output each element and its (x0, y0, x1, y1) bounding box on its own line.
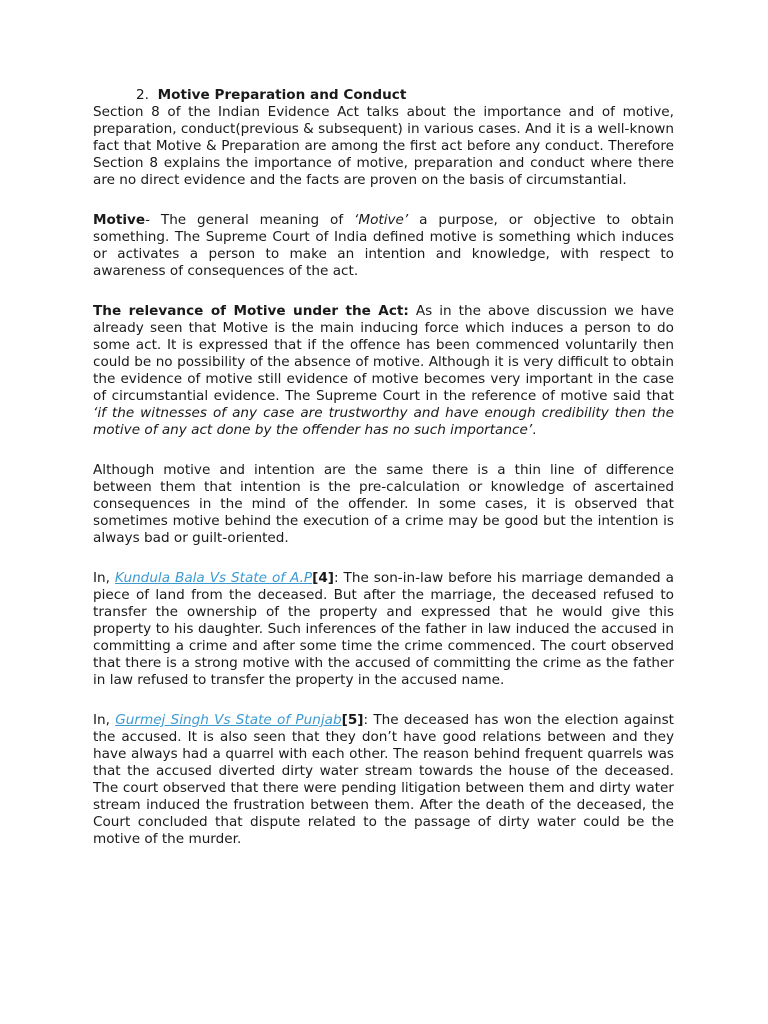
motive-dash: - (145, 212, 151, 228)
case2-prefix: In, (93, 712, 116, 728)
intro-paragraph: Section 8 of the Indian Evidence Act talks about the importance and of motive, preparation, conduct(previous & subsequent) in various cases. And it is a well-known fact that Motive & Preparation are among the first act before any conduct. Therefore Section 8 explains the importance of motive, preparation and conduct where there are no direct evidence and the facts are proven on the basis of circumstantial. (93, 104, 674, 188)
relevance-end: . (532, 422, 537, 438)
motive-term: Motive (93, 212, 146, 228)
section-number: 2. (136, 87, 149, 103)
supreme-court-quote: ‘if the witnesses of any case are trustworthy and have enough credibility then the motive of any act done by the offender has no such importance’ (93, 405, 674, 438)
case-link-kundula-bala[interactable]: Kundula Bala Vs State of A.P (114, 570, 313, 586)
case1-footnote-ref: [4] (312, 570, 335, 586)
document-page (93, 87, 674, 871)
case1-body: : The son-in-law before his marriage demanded a piece of land from the deceased. But after the marriage, the deceased refused to transfer the ownership of the property and expressed that he would give this property to his daughter. Such inferences of the father in law induced the accused in committing a crime and after some time the crime commenced. The court observed that there is a strong motive with the accused of committing the crime as the father in law refused to transfer the property in the accused name. (93, 570, 674, 688)
section-heading (136, 87, 674, 104)
case1-prefix: In, (93, 570, 115, 586)
motive-definition-text: a purpose, or objective to obtain something. The Supreme Court of India defined motive is something which induces or activates a person to make an intention and knowledge, with respect to awareness of consequences of the act. (93, 212, 674, 279)
case-kundula-paragraph (93, 570, 674, 689)
motive-lead-text: The general meaning of (150, 212, 355, 228)
motive-quoted-term: ‘Motive’ (354, 212, 409, 228)
intention-paragraph: Although motive and intention are the same there is a thin line of difference between them that intention is the pre-calculation or knowledge of ascertained consequences in the mind of the offender. In some cases, it is observed that sometimes motive behind the execution of a crime may be good but the intention is always bad or guilt-oriented. (93, 462, 674, 546)
case-link-gurmej-singh[interactable]: Gurmej Singh Vs State of Punjab (115, 712, 342, 728)
relevance-body: As in the above discussion we have already seen that Motive is the main inducing force which induces a person to do some act. It is expressed that if the offence has been commenced voluntarily then could be no possibility of the absence of motive. Although it is very difficult to obtain the evidence of motive still evidence of motive becomes very important in the case of circumstantial evidence. The Supreme Court in the reference of motive said that (93, 303, 674, 404)
case2-body: : The deceased has won the election against the accused. It is also seen that they don’t have good relations between and they have always had a quarrel with each other. The reason behind frequent quarrels was that the accused diverted dirty water stream towards the house of the deceased. The court observed that there were pending litigation between them and dirty water stream induced the frustration between them. After the death of the deceased, the Court concluded that dispute related to the passage of dirty water could be the motive of the murder. (93, 712, 674, 847)
motive-definition-paragraph (93, 212, 674, 280)
section-title: Motive Preparation and Conduct (157, 87, 407, 103)
relevance-heading: The relevance of Motive under the Act: (93, 303, 409, 319)
case2-footnote-ref: [5] (341, 712, 364, 728)
relevance-paragraph (93, 303, 674, 439)
case-gurmej-paragraph (93, 712, 674, 848)
